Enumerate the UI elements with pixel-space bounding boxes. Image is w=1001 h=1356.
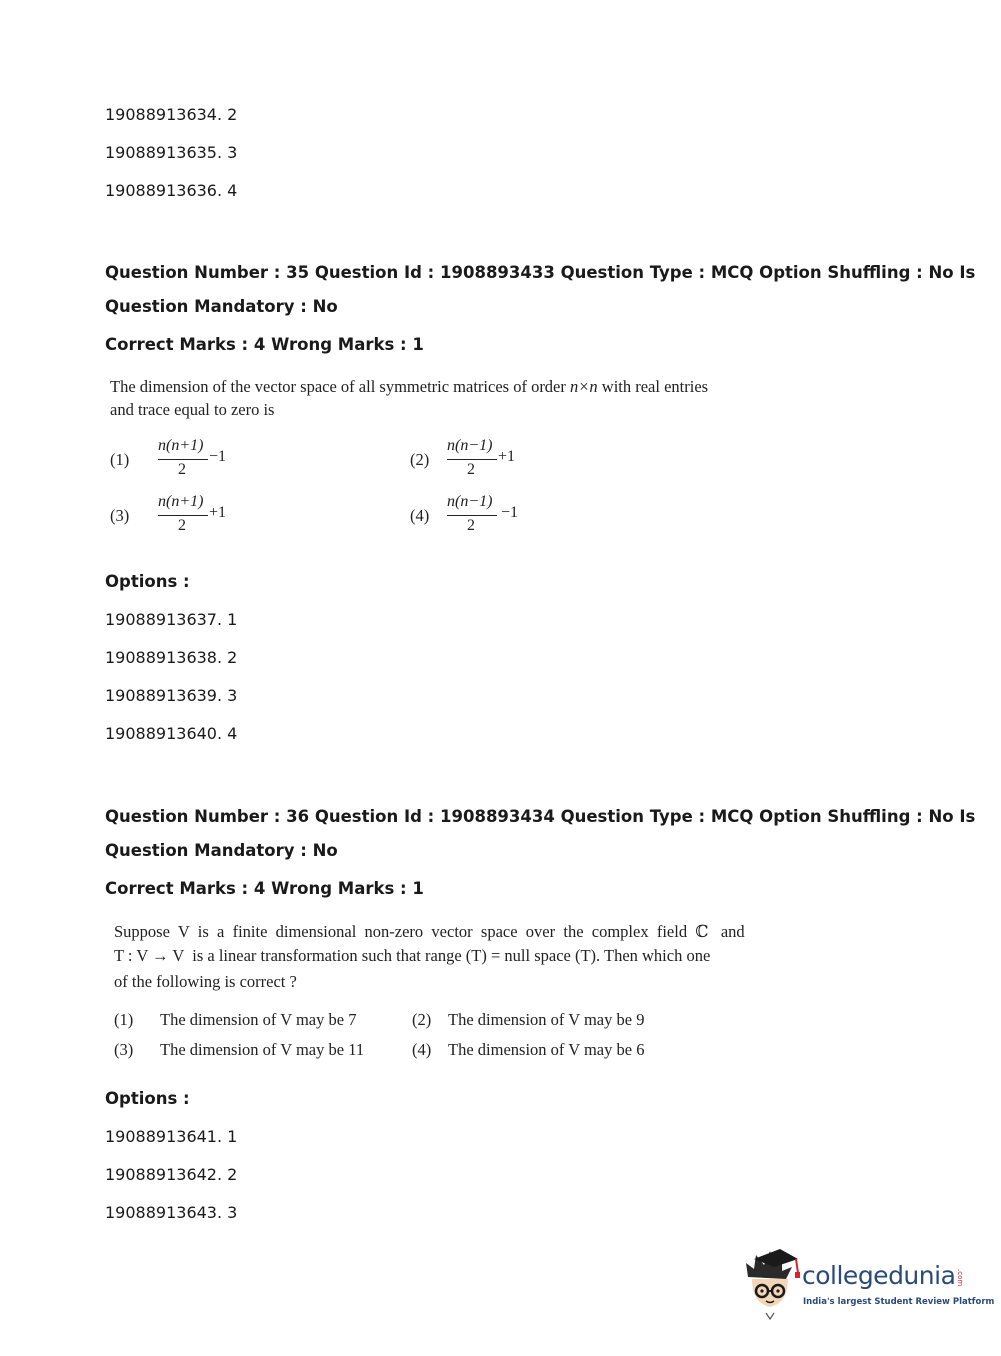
option-item: 19088913636. 4 xyxy=(105,181,238,200)
mascot-icon xyxy=(740,1245,802,1325)
option-item: 19088913638. 2 xyxy=(105,648,238,667)
logo-suffix: .com xyxy=(956,1269,964,1287)
choice-number: (2) xyxy=(410,450,430,469)
collegedunia-logo xyxy=(740,1245,995,1325)
choice-fraction: n(n−1) 2 +1 xyxy=(447,437,516,478)
question-36-marks: Correct Marks : 4 Wrong Marks : 1 xyxy=(105,879,424,898)
option-item: 19088913640. 4 xyxy=(105,724,238,743)
choice-fraction: n(n+1) 2 +1 xyxy=(158,493,227,534)
option-item: 19088913637. 1 xyxy=(105,610,238,629)
order-variable: n×n xyxy=(570,377,598,396)
options-label: Options : xyxy=(105,1089,190,1108)
choice-number: (3) xyxy=(110,506,130,525)
question-35-marks: Correct Marks : 4 Wrong Marks : 1 xyxy=(105,335,424,354)
option-item: 19088913641. 1 xyxy=(105,1127,238,1146)
question-36-header: Question Number : 36 Question Id : 1908893434 Question Type : MCQ Option Shuffling : No Is xyxy=(105,807,976,826)
choice-number: (4) xyxy=(410,506,430,525)
question-36-stem-line-2: T : V → V is a linear transformation such that range (T) = null space (T). Then which one xyxy=(114,946,711,965)
choice-number: (1) xyxy=(114,1010,134,1029)
question-36-stem-line-1: Suppose V is a finite dimensional non-zero vector space over the complex field ℂ and xyxy=(114,922,745,941)
choice-number: (2) xyxy=(412,1010,432,1029)
choice-text: The dimension of V may be 7 xyxy=(160,1010,357,1029)
question-36-mandatory: Question Mandatory : No xyxy=(105,841,338,860)
choice-text: The dimension of V may be 6 xyxy=(448,1040,645,1059)
logo-wordmark: collegedunia xyxy=(802,1261,956,1290)
option-item: 19088913642. 2 xyxy=(105,1165,238,1184)
choice-fraction: n(n−1) 2 −1 xyxy=(447,493,519,534)
question-35-header: Question Number : 35 Question Id : 1908893433 Question Type : MCQ Option Shuffling : No Is xyxy=(105,263,976,282)
question-36-stem-line-3: of the following is correct ? xyxy=(114,972,297,991)
options-label: Options : xyxy=(105,572,190,591)
choice-number: (4) xyxy=(412,1040,432,1059)
choice-number: (1) xyxy=(110,450,130,469)
question-35-stem-line-1: The dimension of the vector space of all symmetric matrices of order n×n with real entries xyxy=(110,377,709,396)
logo-tagline: India's largest Student Review Platform xyxy=(803,1297,995,1307)
option-item: 19088913635. 3 xyxy=(105,143,238,162)
option-item: 19088913643. 3 xyxy=(105,1203,238,1222)
question-35-stem-line-2: and trace equal to zero is xyxy=(110,400,275,419)
choice-fraction: n(n+1) 2 −1 xyxy=(158,437,227,478)
question-35-mandatory: Question Mandatory : No xyxy=(105,297,338,316)
choice-number: (3) xyxy=(114,1040,134,1059)
option-item: 19088913639. 3 xyxy=(105,686,238,705)
choice-text: The dimension of V may be 11 xyxy=(160,1040,365,1059)
option-item: 19088913634. 2 xyxy=(105,105,238,124)
choice-text: The dimension of V may be 9 xyxy=(448,1010,645,1029)
